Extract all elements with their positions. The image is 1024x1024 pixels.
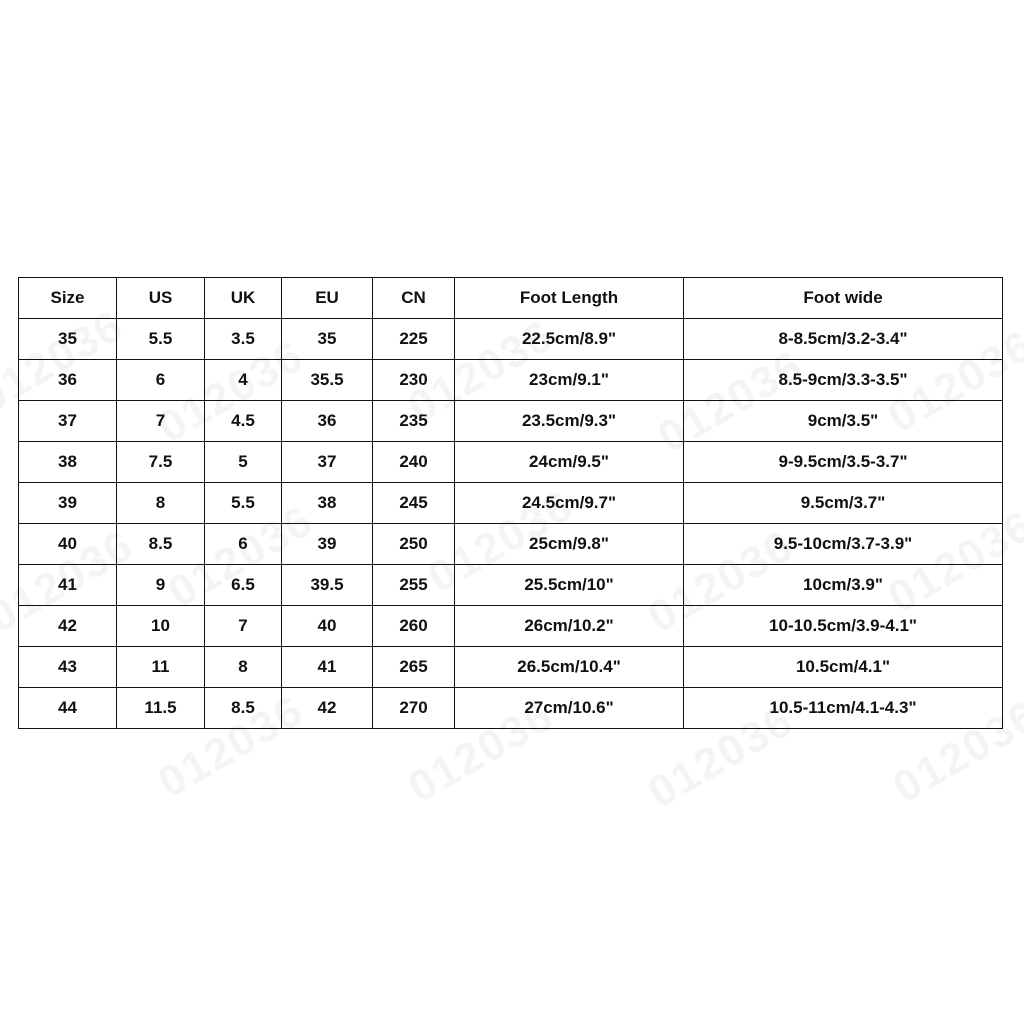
cell-size: 40 — [19, 524, 117, 565]
cell-us: 11 — [117, 647, 205, 688]
header-us: US — [117, 278, 205, 319]
cell-cn: 270 — [373, 688, 455, 729]
cell-size: 39 — [19, 483, 117, 524]
cell-eu: 39 — [282, 524, 373, 565]
cell-foot-wide: 10.5-11cm/4.1-4.3" — [684, 688, 1003, 729]
header-size: Size — [19, 278, 117, 319]
cell-cn: 255 — [373, 565, 455, 606]
cell-us: 10 — [117, 606, 205, 647]
table-row — [19, 565, 1003, 606]
cell-cn: 260 — [373, 606, 455, 647]
cell-eu: 35.5 — [282, 360, 373, 401]
cell-size: 41 — [19, 565, 117, 606]
header-uk: UK — [205, 278, 282, 319]
cell-size: 36 — [19, 360, 117, 401]
cell-cn: 230 — [373, 360, 455, 401]
cell-size: 43 — [19, 647, 117, 688]
cell-size: 37 — [19, 401, 117, 442]
table-row — [19, 442, 1003, 483]
cell-foot-length: 22.5cm/8.9" — [455, 319, 684, 360]
cell-uk: 8 — [205, 647, 282, 688]
cell-foot-length: 26.5cm/10.4" — [455, 647, 684, 688]
cell-uk: 6.5 — [205, 565, 282, 606]
cell-cn: 250 — [373, 524, 455, 565]
cell-uk: 5.5 — [205, 483, 282, 524]
cell-cn: 240 — [373, 442, 455, 483]
table-row — [19, 483, 1003, 524]
cell-cn: 265 — [373, 647, 455, 688]
cell-eu: 38 — [282, 483, 373, 524]
cell-uk: 4 — [205, 360, 282, 401]
cell-foot-wide: 9.5cm/3.7" — [684, 483, 1003, 524]
cell-foot-wide: 8-8.5cm/3.2-3.4" — [684, 319, 1003, 360]
table-row — [19, 647, 1003, 688]
header-eu: EU — [282, 278, 373, 319]
cell-eu: 37 — [282, 442, 373, 483]
cell-foot-wide: 10.5cm/4.1" — [684, 647, 1003, 688]
cell-uk: 4.5 — [205, 401, 282, 442]
cell-us: 7 — [117, 401, 205, 442]
cell-size: 35 — [19, 319, 117, 360]
header-cn: CN — [373, 278, 455, 319]
cell-eu: 35 — [282, 319, 373, 360]
cell-foot-length: 25cm/9.8" — [455, 524, 684, 565]
table-row — [19, 688, 1003, 729]
table-row — [19, 319, 1003, 360]
header-foot-wide: Foot wide — [684, 278, 1003, 319]
cell-size: 44 — [19, 688, 117, 729]
table-row — [19, 360, 1003, 401]
size-chart-table — [18, 277, 1003, 729]
header-row — [19, 278, 1003, 319]
cell-us: 5.5 — [117, 319, 205, 360]
cell-foot-wide: 10cm/3.9" — [684, 565, 1003, 606]
cell-foot-length: 23cm/9.1" — [455, 360, 684, 401]
cell-us: 11.5 — [117, 688, 205, 729]
cell-foot-wide: 8.5-9cm/3.3-3.5" — [684, 360, 1003, 401]
cell-foot-length: 27cm/10.6" — [455, 688, 684, 729]
cell-cn: 235 — [373, 401, 455, 442]
cell-us: 9 — [117, 565, 205, 606]
cell-foot-wide: 10-10.5cm/3.9-4.1" — [684, 606, 1003, 647]
header-foot-length: Foot Length — [455, 278, 684, 319]
cell-size: 38 — [19, 442, 117, 483]
cell-foot-wide: 9.5-10cm/3.7-3.9" — [684, 524, 1003, 565]
cell-eu: 41 — [282, 647, 373, 688]
cell-foot-length: 23.5cm/9.3" — [455, 401, 684, 442]
cell-foot-length: 24cm/9.5" — [455, 442, 684, 483]
cell-uk: 6 — [205, 524, 282, 565]
table-row — [19, 606, 1003, 647]
cell-uk: 3.5 — [205, 319, 282, 360]
table-row — [19, 524, 1003, 565]
cell-eu: 39.5 — [282, 565, 373, 606]
cell-foot-wide: 9cm/3.5" — [684, 401, 1003, 442]
cell-uk: 7 — [205, 606, 282, 647]
cell-cn: 225 — [373, 319, 455, 360]
table-row — [19, 401, 1003, 442]
cell-foot-length: 25.5cm/10" — [455, 565, 684, 606]
cell-foot-length: 24.5cm/9.7" — [455, 483, 684, 524]
cell-eu: 40 — [282, 606, 373, 647]
cell-uk: 5 — [205, 442, 282, 483]
cell-eu: 36 — [282, 401, 373, 442]
cell-us: 7.5 — [117, 442, 205, 483]
cell-cn: 245 — [373, 483, 455, 524]
cell-us: 8.5 — [117, 524, 205, 565]
cell-eu: 42 — [282, 688, 373, 729]
cell-foot-length: 26cm/10.2" — [455, 606, 684, 647]
cell-size: 42 — [19, 606, 117, 647]
cell-foot-wide: 9-9.5cm/3.5-3.7" — [684, 442, 1003, 483]
cell-us: 6 — [117, 360, 205, 401]
cell-us: 8 — [117, 483, 205, 524]
cell-uk: 8.5 — [205, 688, 282, 729]
